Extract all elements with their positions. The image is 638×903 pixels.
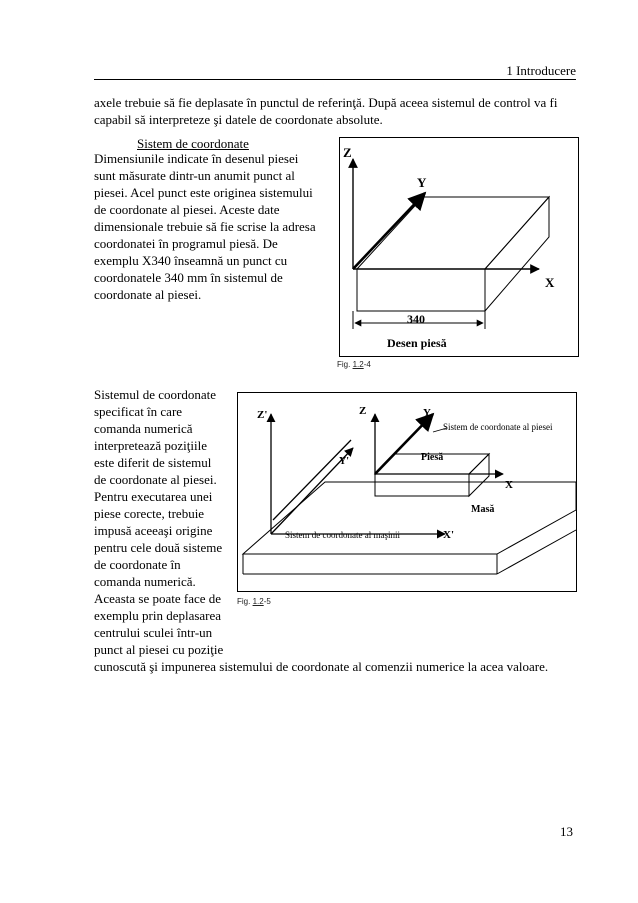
paragraph-coordinate-system: Dimensiunile indicate în desenul piesei sunt măsurate dintr-un anumit punct al piesei. Acel punct este originea sistemului de coordonate al piesei. Aceste date dimensionale trebuie să fie scrise la adresa coordonatei în programul piesă. De exemplu X340 înseamnă un punct cu coordonatele 340 mm în sistemul de coordonate al piesei.	[94, 151, 316, 302]
label-machine-system: Sistem de coordonate al maşinii	[285, 530, 400, 540]
label-y: Y	[417, 175, 427, 190]
label-x-prime: X'	[443, 529, 454, 541]
figure-2-label: Fig. 1.2-5	[237, 597, 271, 606]
figure-1-label: Fig. 1.2-4	[337, 360, 371, 369]
workpiece-box	[357, 197, 549, 311]
label-z-prime: Z'	[257, 409, 268, 421]
label-z: Z	[343, 145, 352, 160]
label-z: Z	[359, 405, 367, 417]
paragraph-intro: axele trebuie să fie deplasate în punctul de referinţă. După aceea sistemul de control va fi capabil să interpreteze şi datele de coordonate absolute.	[94, 95, 558, 127]
running-head: 1 Introducere	[506, 63, 576, 78]
y-axis	[375, 414, 433, 474]
drawing-caption: Desen piesă	[387, 336, 447, 350]
label-piece: Piesă	[421, 452, 444, 463]
figure-part-drawing	[339, 137, 579, 357]
label-workpiece-system: Sistem de coordonate al piesei	[443, 422, 553, 432]
dimension-value: 340	[407, 312, 425, 326]
page-number: 13	[560, 824, 573, 839]
label-x: X	[505, 479, 513, 491]
label-table: Masă	[471, 504, 495, 515]
section-title: Sistem de coordonate	[137, 136, 249, 151]
label-x: X	[545, 275, 555, 290]
figure-coordinate-systems	[237, 392, 577, 592]
y-prime-axis-parallel	[273, 440, 351, 520]
paragraph-machine-system: Sistemul de coordonate specificat în care comanda numerică interpretează poziţiile este diferit de sistemul de coordonate al piesei. Pentru executarea unei piese corecte, trebuie impusă aceeaşi origine pentru cele două sisteme de coordonate în comanda numerică. Aceasta se poate face de exemplu prin deplasarea centrului sculei într-un punct al piesei cu poziţie cunoscută şi impunerea sistemului de coordonate al comenzii numerice la acea valoare.	[94, 387, 549, 674]
label-y: Y	[423, 407, 431, 419]
header-rule	[94, 79, 576, 80]
y-axis	[353, 193, 425, 269]
label-y-prime: Y'	[339, 456, 349, 467]
